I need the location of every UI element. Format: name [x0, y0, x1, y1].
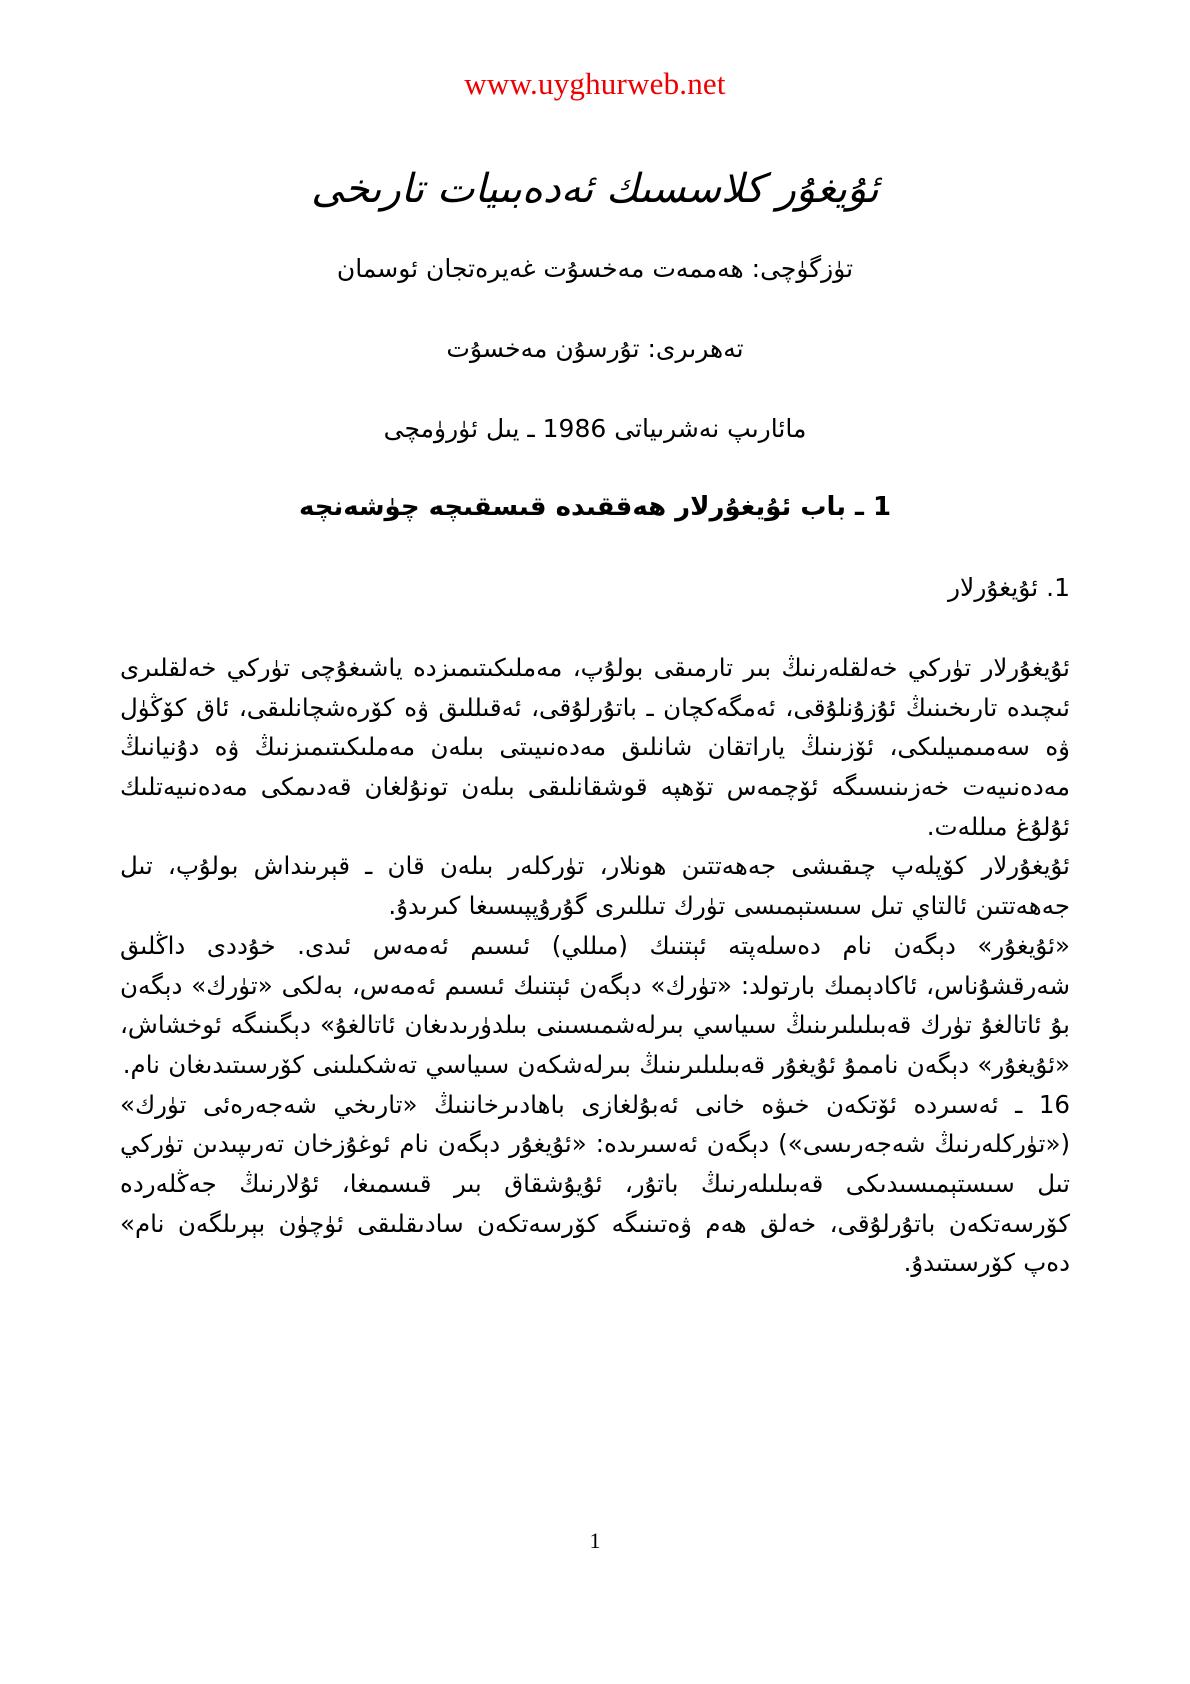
chapter-heading: 1 ـ باب ئۇيغۇرلار ھەققىدە قىسقىچە چۈشەنچە	[298, 492, 892, 522]
paragraph: ئۇيغۇرلار تۈركي خەلقلەرنىڭ بىر تارمىقى بولۇپ، مەملىكىتىمىزدە ياشىغۇچى تۈركي خەلقلىرى ئىچىدە تارىخىنىڭ ئۇزۇنلۇقى، ئەمگەكچان ـ باتۇرلۇقى، ئەقىللىق ۋە كۆرەشچانلىقى، ئاق كۆڭۈل ۋە سەمىمىيلىكى، ئۆزىنىڭ ياراتقان شانلىق مەدەنىيىتى بىلەن مەملىكىتىمىزنىڭ ۋە دۇنيانىڭ مەدەنىيەت خەزىنىسىگە ئۆچمەس تۆھپە قوشقانلىقى بىلەن تونۇلغان قەدىمكى مەدەنىيەتلىك ئۇلۇغ مىللەت.	[120, 653, 1070, 841]
paragraph: 16 ـ ئەسىردە ئۆتكەن خىۋە خانى ئەبۇلغازى باھادىرخاننىڭ «تارىخي شەجەرەئى تۈرك» («تۈركلەرنىڭ شەجەرىسى») دېگەن ئەسىرىدە: «ئۇيغۇر دېگەن نام ئوغۇزخان تەرىپىدىن تۈركي تىل سىستېمىسىدىكى قەبىلىلەرنىڭ باتۇر، ئۇيۇشقاق بىر قىسمىغا، ئۇلارنىڭ جەڭلەردە كۆرسەتكەن باتۇرلۇقى، خەلق ھەم ۋەتىنىگە كۆرسەتكەن سادىقلىقى ئۈچۈن بېرىلگەن نام» دەپ كۆرسىتىدۇ.	[120, 1089, 1070, 1278]
compiler-line: تۈزگۈچى: ھەممەت مەخسۇت غەيرەتجان ئوسمان	[336, 254, 854, 283]
page-title: ئۇيغۇر كلاسسىك ئەدەبىيات تارىخى	[311, 165, 879, 212]
page-number: 1	[589, 1528, 601, 1553]
section-subheading: 1. ئۇيغۇرلار	[947, 573, 1070, 602]
paragraph: «ئۇيغۇر» دېگەن نام دەسلەپتە ئېتنىك (مىللي) ئىسىم ئەمەس ئىدى. خۇددى داڭلىق شەرقشۇناس، ئاكادېمىك بارتولد: «تۈرك» دېگەن ئېتنىك ئىسىم ئەمەس، بەلكى «تۈرك» دېگەن بۇ ئاتالغۇ تۈرك قەبىلىلىرىنىڭ سىياسي بىرلەشمىسىنى بىلدۈرىدىغان ئاتالغۇ» دېگىنىگە ئوخشاش، «ئۇيغۇر» دېگەن ناممۇ ئۇيغۇر قەبىلىلىرىنىڭ بىرلەشكەن سىياسي تەشكىلىنى كۆرسىتىدىغان نام.	[120, 930, 1070, 1079]
body-text	[120, 648, 1070, 1283]
site-watermark: www.uyghurweb.net	[464, 66, 726, 101]
publisher-line: مائارىپ نەشرىياتى 1986 ـ يىل ئۈرۈمچى	[383, 414, 807, 443]
editor-line: تەھرىرى: تۇرسۇن مەخسۇت	[446, 334, 744, 363]
paragraph: ئۇيغۇرلار كۆپلەپ چىقىشى جەھەتتىن ھونلار، تۈركلەر بىلەن قان ـ قېرىنداش بولۇپ، تىل جەھەتتىن ئالتاي تىل سىستېمىسى تۈرك تىللىرى گۇرۇپپىسىغا كىرىدۇ.	[120, 851, 1070, 921]
